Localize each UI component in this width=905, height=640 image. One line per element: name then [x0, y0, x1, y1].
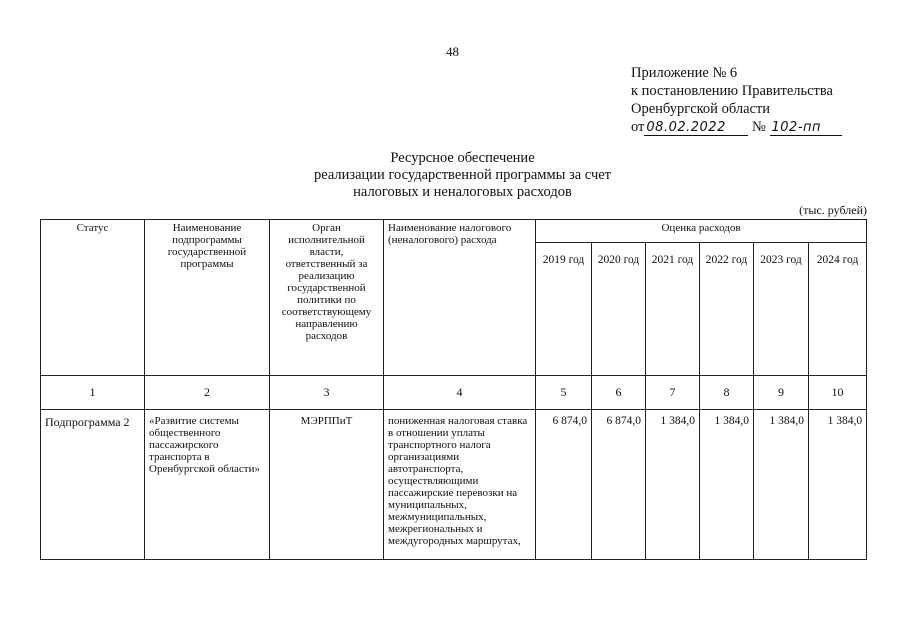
column-number: 3	[270, 376, 384, 410]
column-number: 1	[41, 376, 145, 410]
header-status: Статус	[41, 220, 145, 376]
resource-table	[40, 219, 867, 560]
row-value-2022: 1 384,0	[700, 410, 754, 560]
column-number: 4	[384, 376, 536, 410]
column-number: 5	[536, 376, 592, 410]
date-prefix: от	[631, 119, 645, 135]
header-year-2020: 2020 год	[592, 243, 646, 376]
row-value-2020: 6 874,0	[592, 410, 646, 560]
header-year-2019: 2019 год	[536, 243, 592, 376]
row-value-2023: 1 384,0	[754, 410, 809, 560]
page-number: 48	[446, 44, 459, 59]
column-number: 6	[592, 376, 646, 410]
header-organ: Орган исполнительной власти, ответственный за реализацию государственной политики по соответствующему направлению расходов	[270, 220, 384, 376]
column-number: 8	[700, 376, 754, 410]
units-label: (тыс. рублей)	[799, 203, 867, 217]
header-year-2022: 2022 год	[700, 243, 754, 376]
row-subprogram: «Развитие системы общественного пассажирского транспорта в Оренбургской области»	[145, 410, 270, 560]
number-prefix: №	[752, 119, 766, 135]
row-value-2024: 1 384,0	[809, 410, 867, 560]
title-line-3: налоговых и неналоговых расходов	[353, 184, 572, 200]
title-line-1: Ресурсное обеспечение	[390, 150, 535, 166]
title-line-2: реализации государственной программы за счет	[313, 167, 612, 183]
column-number: 9	[754, 376, 809, 410]
row-status: Подпрограмма 2	[41, 410, 145, 560]
handwritten-date: 08.02.2022	[644, 121, 748, 136]
document-title	[0, 150, 905, 201]
appendix-region: Оренбургской области	[631, 101, 771, 117]
header-subprogram: Наименование подпрограммы государственной программы	[145, 220, 270, 376]
column-numbers-row	[41, 376, 867, 410]
column-number: 2	[145, 376, 270, 410]
handwritten-number: 102-пп	[770, 121, 842, 136]
table-row	[41, 410, 867, 560]
column-number: 7	[646, 376, 700, 410]
appendix-date-line	[631, 118, 842, 136]
header-estimate: Оценка расходов	[536, 220, 867, 243]
column-number: 10	[809, 376, 867, 410]
header-expense: Наименование налогового (неналогового) расхода	[384, 220, 536, 376]
row-expense: пониженная налоговая ставка в отношении уплаты транспортного налога организациями автотранспорта, осуществляющими пассажирские перевозки на муниципальных, межмуниципальных, межрегиональных и междугородных маршрутах,	[384, 410, 536, 560]
row-value-2019: 6 874,0	[536, 410, 592, 560]
appendix-decree: к постановлению Правительства	[631, 83, 833, 99]
header-year-2023: 2023 год	[754, 243, 809, 376]
row-organ: МЭРППиТ	[270, 410, 384, 560]
appendix-block	[631, 64, 842, 136]
appendix-title: Приложение № 6	[631, 65, 738, 81]
header-year-2021: 2021 год	[646, 243, 700, 376]
header-row-1	[41, 220, 867, 243]
header-year-2024: 2024 год	[809, 243, 867, 376]
row-value-2021: 1 384,0	[646, 410, 700, 560]
